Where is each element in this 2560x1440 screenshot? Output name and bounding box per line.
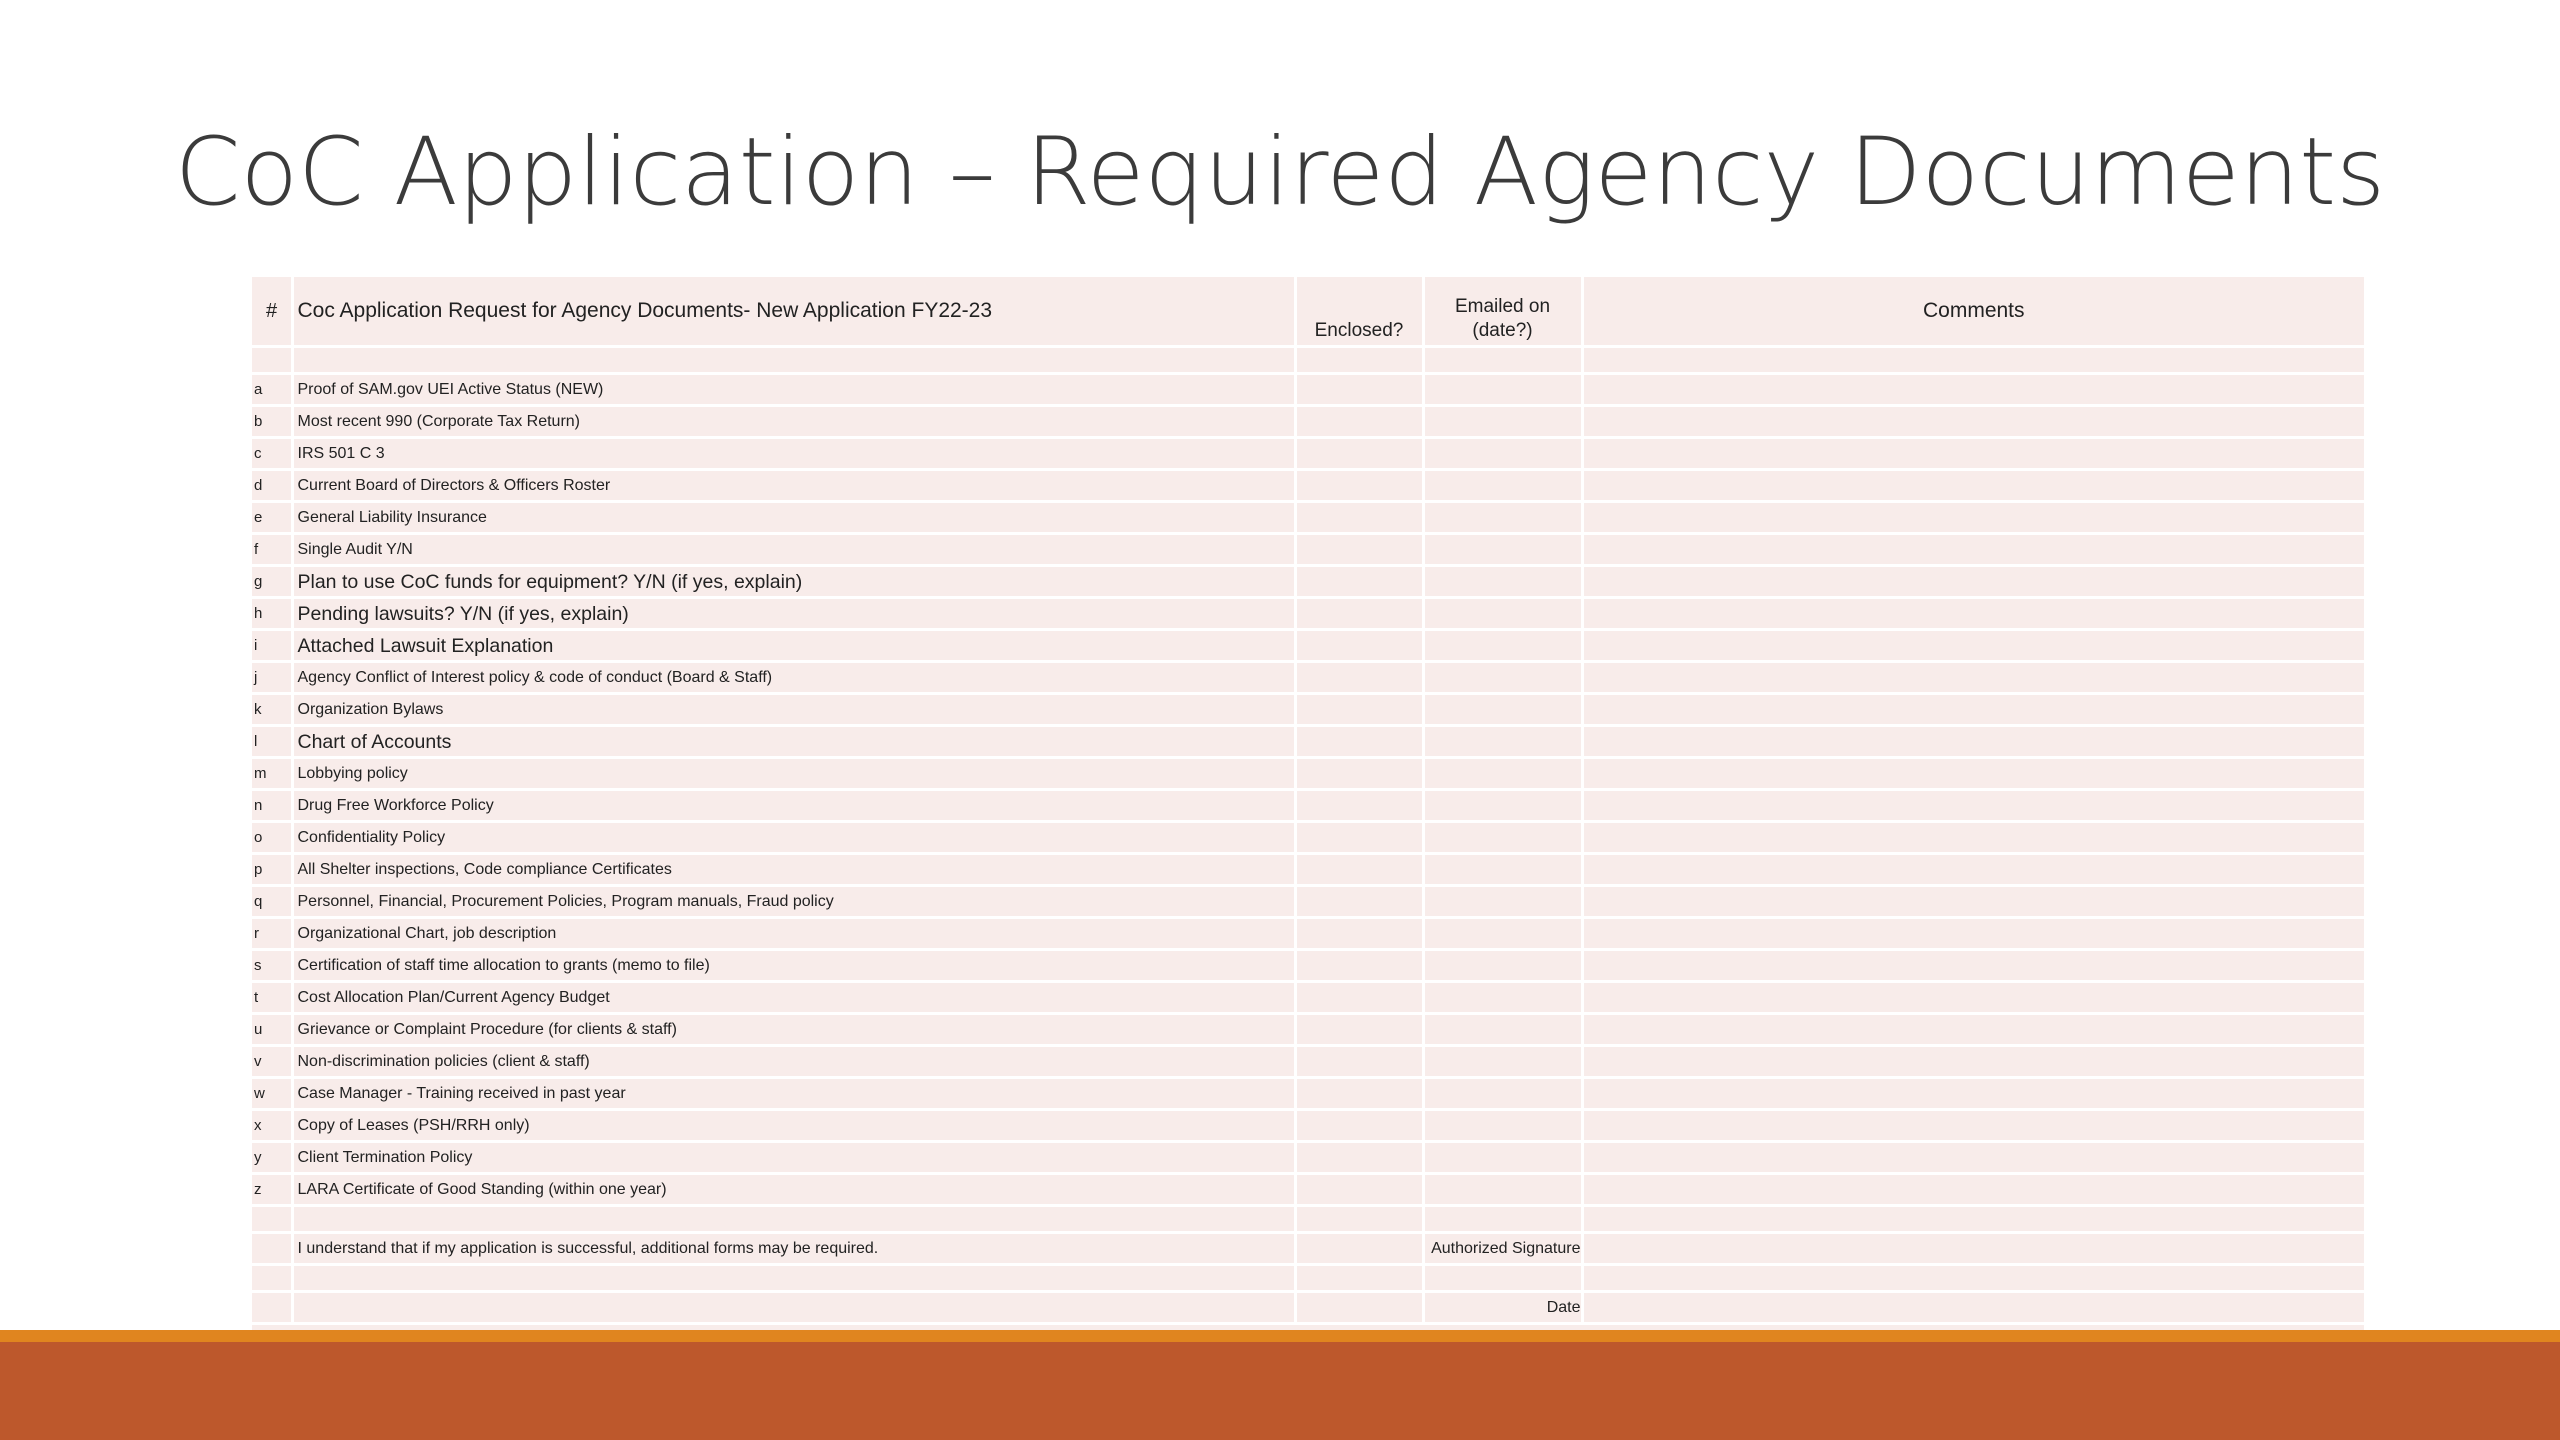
row-description: Most recent 990 (Corporate Tax Return) bbox=[292, 406, 1295, 438]
enclosed-cell[interactable] bbox=[1295, 694, 1423, 726]
row-description: Non-discrimination policies (client & staff) bbox=[292, 1046, 1295, 1078]
row-letter: f bbox=[252, 534, 292, 566]
enclosed-cell[interactable] bbox=[1295, 1174, 1423, 1206]
row-letter: t bbox=[252, 982, 292, 1014]
row-description: General Liability Insurance bbox=[292, 502, 1295, 534]
spacer-cell bbox=[1423, 1206, 1582, 1233]
row-letter: i bbox=[252, 630, 292, 662]
comments-cell[interactable] bbox=[1582, 822, 2364, 854]
spacer-cell bbox=[1423, 347, 1582, 374]
emailed-date-cell[interactable] bbox=[1423, 502, 1582, 534]
spacer-cell bbox=[292, 1206, 1295, 1233]
comments-cell[interactable] bbox=[1582, 758, 2364, 790]
emailed-date-cell[interactable] bbox=[1423, 374, 1582, 406]
documents-table-container bbox=[252, 277, 2364, 1332]
row-description: Certification of staff time allocation to grants (memo to file) bbox=[292, 950, 1295, 982]
enclosed-cell[interactable] bbox=[1295, 1046, 1423, 1078]
comments-cell[interactable] bbox=[1582, 502, 2364, 534]
row-description: Organization Bylaws bbox=[292, 694, 1295, 726]
spacer-cell bbox=[252, 347, 292, 374]
comments-cell[interactable] bbox=[1582, 662, 2364, 694]
table-row bbox=[252, 694, 2364, 726]
row-description: Chart of Accounts bbox=[292, 726, 1295, 758]
spacer-cell bbox=[252, 1265, 292, 1292]
row-letter: b bbox=[252, 406, 292, 438]
enclosed-cell[interactable] bbox=[1295, 1142, 1423, 1174]
table-row bbox=[252, 1174, 2364, 1206]
row-letter: q bbox=[252, 886, 292, 918]
comments-cell[interactable] bbox=[1582, 1014, 2364, 1046]
emailed-date-cell[interactable] bbox=[1423, 1110, 1582, 1142]
enclosed-cell[interactable] bbox=[1295, 502, 1423, 534]
footer-statement-row bbox=[252, 1233, 2364, 1265]
enclosed-cell[interactable] bbox=[1295, 598, 1423, 630]
spacer-cell bbox=[1423, 1265, 1582, 1292]
row-description: Grievance or Complaint Procedure (for clients & staff) bbox=[292, 1014, 1295, 1046]
emailed-date-cell[interactable] bbox=[1423, 726, 1582, 758]
row-letter: h bbox=[252, 598, 292, 630]
table-row bbox=[252, 502, 2364, 534]
enclosed-cell[interactable] bbox=[1295, 1078, 1423, 1110]
row-letter: w bbox=[252, 1078, 292, 1110]
row-description: Pending lawsuits? Y/N (if yes, explain) bbox=[292, 598, 1295, 630]
row-description: Current Board of Directors & Officers Roster bbox=[292, 470, 1295, 502]
emailed-date-cell[interactable] bbox=[1423, 630, 1582, 662]
comments-cell[interactable] bbox=[1582, 1110, 2364, 1142]
emailed-date-cell[interactable] bbox=[1423, 694, 1582, 726]
emailed-date-cell[interactable] bbox=[1423, 566, 1582, 598]
enclosed-cell[interactable] bbox=[1295, 1110, 1423, 1142]
row-letter: d bbox=[252, 470, 292, 502]
enclosed-cell[interactable] bbox=[1295, 790, 1423, 822]
emailed-date-cell[interactable] bbox=[1423, 1078, 1582, 1110]
date-label-cell bbox=[1423, 1292, 1582, 1324]
emailed-date-cell[interactable] bbox=[1423, 1174, 1582, 1206]
table-row bbox=[252, 1014, 2364, 1046]
table-row bbox=[252, 566, 2364, 598]
comments-cell[interactable] bbox=[1582, 406, 2364, 438]
header-comments: Comments bbox=[1582, 277, 2364, 347]
documents-table bbox=[252, 277, 2364, 1325]
emailed-date-cell[interactable] bbox=[1423, 950, 1582, 982]
comments-cell[interactable] bbox=[1582, 534, 2364, 566]
table-row bbox=[252, 1110, 2364, 1142]
enclosed-cell[interactable] bbox=[1295, 470, 1423, 502]
row-letter: g bbox=[252, 566, 292, 598]
row-description: Proof of SAM.gov UEI Active Status (NEW) bbox=[292, 374, 1295, 406]
slide-title: CoC Application – Required Agency Documents bbox=[174, 118, 2386, 227]
enclosed-cell[interactable] bbox=[1295, 982, 1423, 1014]
row-description: LARA Certificate of Good Standing (within one year) bbox=[292, 1174, 1295, 1206]
row-description: Plan to use CoC funds for equipment? Y/N (if yes, explain) bbox=[292, 566, 1295, 598]
row-letter: r bbox=[252, 918, 292, 950]
enclosed-cell[interactable] bbox=[1295, 374, 1423, 406]
row-letter: m bbox=[252, 758, 292, 790]
header-enclosed: Enclosed? bbox=[1295, 277, 1423, 347]
row-description: Copy of Leases (PSH/RRH only) bbox=[292, 1110, 1295, 1142]
spacer-row bbox=[252, 1265, 2364, 1292]
emailed-date-cell[interactable] bbox=[1423, 854, 1582, 886]
row-letter: x bbox=[252, 1110, 292, 1142]
footer-letter-cell bbox=[252, 1233, 292, 1265]
spacer-cell bbox=[292, 347, 1295, 374]
row-letter: k bbox=[252, 694, 292, 726]
enclosed-cell[interactable] bbox=[1295, 662, 1423, 694]
row-letter: y bbox=[252, 1142, 292, 1174]
row-letter: c bbox=[252, 438, 292, 470]
comments-cell[interactable] bbox=[1582, 566, 2364, 598]
row-letter: n bbox=[252, 790, 292, 822]
spacer-cell bbox=[252, 1206, 292, 1233]
comments-cell[interactable] bbox=[1582, 726, 2364, 758]
comments-cell[interactable] bbox=[1582, 1078, 2364, 1110]
emailed-date-cell[interactable] bbox=[1423, 1046, 1582, 1078]
comments-cell[interactable] bbox=[1582, 470, 2364, 502]
comments-cell[interactable] bbox=[1582, 790, 2364, 822]
footer-letter-cell bbox=[252, 1292, 292, 1324]
comments-cell[interactable] bbox=[1582, 438, 2364, 470]
row-letter: j bbox=[252, 662, 292, 694]
comments-cell[interactable] bbox=[1582, 374, 2364, 406]
emailed-date-cell[interactable] bbox=[1423, 918, 1582, 950]
header-number: # bbox=[252, 277, 292, 347]
table-row bbox=[252, 726, 2364, 758]
enclosed-cell[interactable] bbox=[1295, 822, 1423, 854]
emailed-date-cell[interactable] bbox=[1423, 406, 1582, 438]
emailed-date-cell[interactable] bbox=[1423, 758, 1582, 790]
row-letter: l bbox=[252, 726, 292, 758]
emailed-date-cell[interactable] bbox=[1423, 470, 1582, 502]
emailed-date-cell[interactable] bbox=[1423, 438, 1582, 470]
spacer-cell bbox=[292, 1265, 1295, 1292]
emailed-date-cell[interactable] bbox=[1423, 598, 1582, 630]
table-row bbox=[252, 982, 2364, 1014]
emailed-date-cell[interactable] bbox=[1423, 1014, 1582, 1046]
emailed-date-cell[interactable] bbox=[1423, 534, 1582, 566]
enclosed-cell bbox=[1295, 1233, 1423, 1265]
emailed-date-cell[interactable] bbox=[1423, 982, 1582, 1014]
table-row bbox=[252, 406, 2364, 438]
enclosed-cell[interactable] bbox=[1295, 438, 1423, 470]
emailed-date-cell[interactable] bbox=[1423, 822, 1582, 854]
footer-statement: I understand that if my application is successful, additional forms may be required. bbox=[292, 1233, 1295, 1265]
row-letter: e bbox=[252, 502, 292, 534]
table-row bbox=[252, 374, 2364, 406]
footer-date-row bbox=[252, 1292, 2364, 1324]
enclosed-cell[interactable] bbox=[1295, 406, 1423, 438]
signature-label: Authorized Signature bbox=[1431, 1239, 1581, 1257]
row-description: All Shelter inspections, Code compliance Certificates bbox=[292, 854, 1295, 886]
spacer-cell bbox=[1582, 1206, 2364, 1233]
table-row bbox=[252, 534, 2364, 566]
row-description: Personnel, Financial, Procurement Policies, Program manuals, Fraud policy bbox=[292, 886, 1295, 918]
table-row bbox=[252, 662, 2364, 694]
emailed-date-cell[interactable] bbox=[1423, 662, 1582, 694]
comments-cell[interactable] bbox=[1582, 950, 2364, 982]
enclosed-cell[interactable] bbox=[1295, 950, 1423, 982]
bottom-band bbox=[0, 1330, 2560, 1440]
spacer-row bbox=[252, 1206, 2364, 1233]
spacer-cell bbox=[1582, 1265, 2364, 1292]
enclosed-cell[interactable] bbox=[1295, 566, 1423, 598]
emailed-date-cell[interactable] bbox=[1423, 790, 1582, 822]
signature-field[interactable] bbox=[1582, 1233, 2364, 1265]
row-letter: s bbox=[252, 950, 292, 982]
row-description: Case Manager - Training received in past year bbox=[292, 1078, 1295, 1110]
comments-cell[interactable] bbox=[1582, 982, 2364, 1014]
enclosed-cell bbox=[1295, 1292, 1423, 1324]
spacer-cell bbox=[1295, 347, 1423, 374]
table-row bbox=[252, 1078, 2364, 1110]
comments-cell[interactable] bbox=[1582, 694, 2364, 726]
table-header-row bbox=[252, 277, 2364, 347]
header-item: Coc Application Request for Agency Documents- New Application FY22-23 bbox=[292, 277, 1295, 347]
table-row bbox=[252, 918, 2364, 950]
row-description: Single Audit Y/N bbox=[292, 534, 1295, 566]
comments-cell[interactable] bbox=[1582, 918, 2364, 950]
row-letter: a bbox=[252, 374, 292, 406]
emailed-date-cell[interactable] bbox=[1423, 886, 1582, 918]
comments-cell[interactable] bbox=[1582, 630, 2364, 662]
table-row bbox=[252, 822, 2364, 854]
date-label: Date bbox=[1546, 1298, 1581, 1316]
enclosed-cell[interactable] bbox=[1295, 758, 1423, 790]
table-row bbox=[252, 790, 2364, 822]
table-row bbox=[252, 1142, 2364, 1174]
enclosed-cell[interactable] bbox=[1295, 1014, 1423, 1046]
table-row bbox=[252, 1046, 2364, 1078]
row-description: Agency Conflict of Interest policy & code of conduct (Board & Staff) bbox=[292, 662, 1295, 694]
row-letter: p bbox=[252, 854, 292, 886]
spacer-row bbox=[252, 347, 2364, 374]
bottom-stripe bbox=[0, 1330, 2560, 1342]
row-description: Cost Allocation Plan/Current Agency Budget bbox=[292, 982, 1295, 1014]
row-description: Attached Lawsuit Explanation bbox=[292, 630, 1295, 662]
footer-empty-cell bbox=[292, 1292, 1295, 1324]
enclosed-cell[interactable] bbox=[1295, 630, 1423, 662]
spacer-cell bbox=[1295, 1265, 1423, 1292]
row-description: Drug Free Workforce Policy bbox=[292, 790, 1295, 822]
row-letter: v bbox=[252, 1046, 292, 1078]
spacer-cell bbox=[1582, 347, 2364, 374]
header-emailed: Emailed on (date?) bbox=[1423, 277, 1582, 347]
comments-cell[interactable] bbox=[1582, 598, 2364, 630]
row-description: Client Termination Policy bbox=[292, 1142, 1295, 1174]
row-letter: z bbox=[252, 1174, 292, 1206]
enclosed-cell[interactable] bbox=[1295, 886, 1423, 918]
enclosed-cell[interactable] bbox=[1295, 854, 1423, 886]
row-letter: o bbox=[252, 822, 292, 854]
table-row bbox=[252, 854, 2364, 886]
row-description: Organizational Chart, job description bbox=[292, 918, 1295, 950]
row-description: Confidentiality Policy bbox=[292, 822, 1295, 854]
table-row bbox=[252, 470, 2364, 502]
comments-cell[interactable] bbox=[1582, 1174, 2364, 1206]
table-row bbox=[252, 886, 2364, 918]
signature-label-cell bbox=[1423, 1233, 1582, 1265]
comments-cell[interactable] bbox=[1582, 1046, 2364, 1078]
table-row bbox=[252, 758, 2364, 790]
enclosed-cell[interactable] bbox=[1295, 726, 1423, 758]
comments-cell[interactable] bbox=[1582, 886, 2364, 918]
comments-cell[interactable] bbox=[1582, 854, 2364, 886]
emailed-date-cell[interactable] bbox=[1423, 1142, 1582, 1174]
row-description: Lobbying policy bbox=[292, 758, 1295, 790]
spacer-cell bbox=[1295, 1206, 1423, 1233]
comments-cell[interactable] bbox=[1582, 1142, 2364, 1174]
table-row bbox=[252, 950, 2364, 982]
enclosed-cell[interactable] bbox=[1295, 918, 1423, 950]
row-letter: u bbox=[252, 1014, 292, 1046]
date-field[interactable] bbox=[1582, 1292, 2364, 1324]
enclosed-cell[interactable] bbox=[1295, 534, 1423, 566]
table-row bbox=[252, 598, 2364, 630]
table-row bbox=[252, 438, 2364, 470]
row-description: IRS 501 C 3 bbox=[292, 438, 1295, 470]
table-row bbox=[252, 630, 2364, 662]
